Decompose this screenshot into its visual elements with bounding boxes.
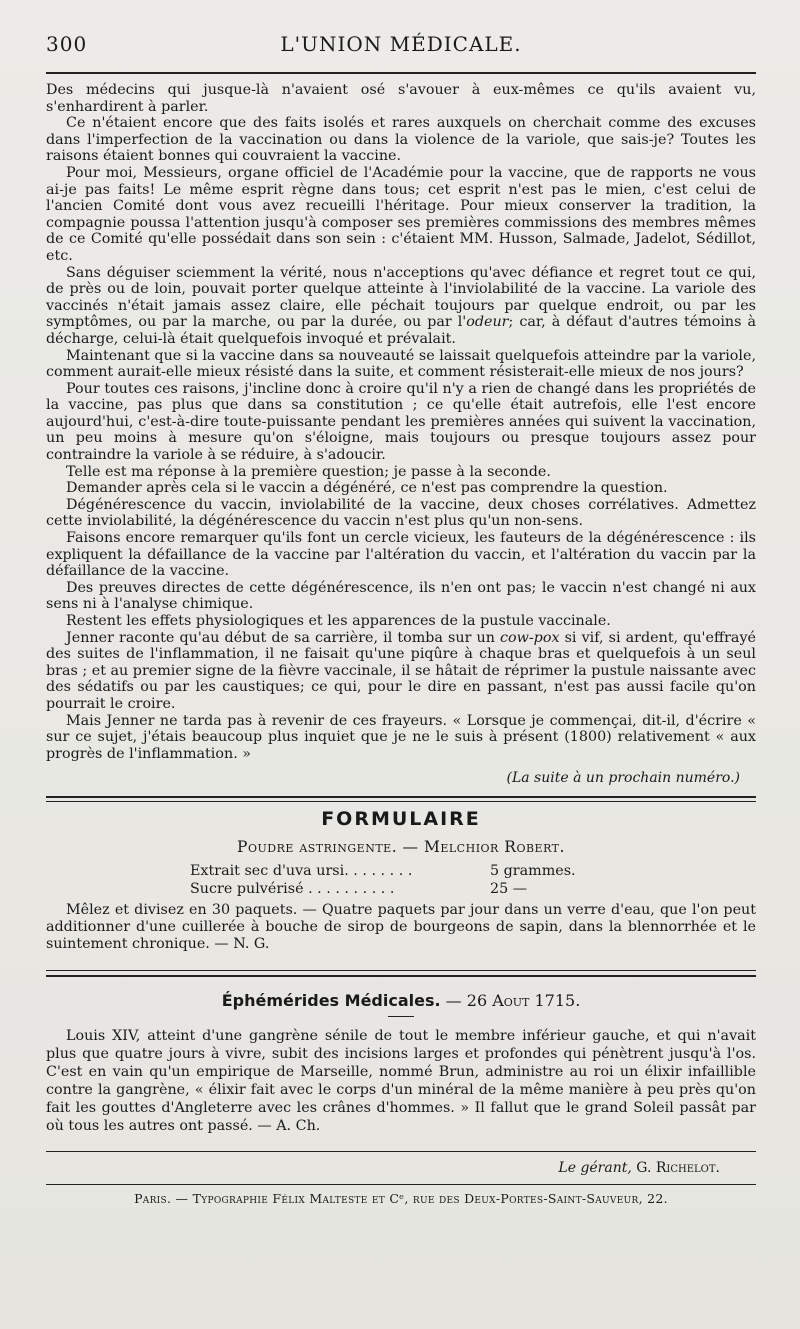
paragraph: Ce n'étaient encore que des faits isolés et rares auxquels on cherchait comme des excuses dans l'imperfection de la vaccination ou dans la violence de la variole, que sais-je? Toutes les raisons étaient bonnes qui couvraient la vaccine.: [46, 115, 756, 165]
journal-title: L'UNION MÉDICALE.: [280, 32, 522, 56]
paragraph: Des preuves directes de cette dégénérescence, ils n'en ont pas; le vaccin n'est changé ni aux sens ni à l'analyse chimique.: [46, 579, 756, 613]
ingredient-quantity: 25 —: [490, 881, 528, 898]
section-rule: [46, 796, 756, 802]
paragraph: Mais Jenner ne tarda pas à revenir de ces frayeurs. « Lorsque je commençai, dit-il, d'écrire « sur ce sujet, j'étais beaucoup plus inquiet que je ne le suis à présent (1800) relativement « aux progrès de l'inflammation. »: [46, 712, 756, 762]
running-head: [46, 0, 756, 58]
paragraph-text: si vif, si ardent, qu'effrayé des suites de l'inflammation, il ne faisait qu'une piqûre à chaque bras et quelquefois à un seul bras ; et au premier signe de la fièvre vaccinale, il se hâtait de réprimer la pustule naissante avec des sédatifs ou par les caustiques; ce qui, pour le dire en passant, n'est pas aussi facile qu'on pourrait le croire.: [46, 629, 756, 712]
ingredient-row: [190, 880, 756, 898]
paragraph: Louis XIV, atteint d'une gangrène sénile de tout le membre inférieur gauche, et qui n'avait plus que quatre jours à vivre, subit des incisions larges et profondes qui pénètrent jusqu'à l'os. C'est en vain qu'un empirique de Marseille, nommé Brun, administre au roi un élixir infaillible contre la gangrène, « élixir fait avec le corps d'un minéral de la même manière à peu près qu'on fait les gouttes d'Angleterre avec les crânes d'hommes. » Il fallut que le grand Soleil passât par où tous les autres ont passé. — A. Ch.: [46, 1028, 756, 1135]
ingredient-list: [190, 862, 756, 898]
paragraph: Pour moi, Messieurs, organe officiel de l'Académie pour la vaccine, que de rapports ne vous ai-je pas faits! Le même esprit règne dans tous; cet esprit n'est pas le mien, c'est celui de l'ancien Comité dont vous avez recueilli l'héritage. Pour mieux conserver la tradition, la compagnie poussa l'attention jusqu'à composer ses premières commissions des membres mêmes de ce Comité qu'elle possédait dans son sein : c'étaient MM. Husson, Salmade, Jadelot, Sédillot, etc.: [46, 164, 756, 264]
paragraph-text: Sans déguiser sciemment la vérité, nous n'acceptions qu'avec défiance et regret tout ce qui, de près ou de loin, pouvait porter quelque atteinte à l'inviolabilité de la vaccine. La variole des vaccinés n'était jamais assez claire, elle péchait toujours par quelque endroit, ou par les symptômes, ou par la marche, ou par la durée, ou par l': [46, 264, 756, 331]
paragraph: Des médecins qui jusque-là n'avaient osé s'avouer à eux-mêmes ce qu'ils avaient vu, s'enhardirent à parler.: [46, 82, 756, 115]
printer-imprint: Paris. — Typographie Félix Malteste et Cᵉ, rue des Deux-Portes-Saint-Sauveur, 22.: [134, 1191, 668, 1207]
paragraph: Demander après cela si le vaccin a dégénéré, ce n'est pas comprendre la question.: [66, 480, 668, 497]
paragraph: Dégénérescence du vaccin, inviolabilité de la vaccine, deux choses corrélatives. Admettez cette inviolabilité, la dégénérescence du vaccin n'est plus qu'un non-sens.: [46, 496, 756, 530]
short-rule: [388, 1016, 414, 1017]
paragraph: Mêlez et divisez en 30 paquets. — Quatre paquets par jour dans un verre d'eau, que l'on peut additionner d'une cuillerée à bouche de sirop de bourgeons de sapin, dans la blennorrhée et le suintement chronique. — N. G.: [46, 902, 756, 952]
footer-rule: [46, 1151, 756, 1152]
ephemerides-body: [46, 1027, 756, 1135]
section-rule: [46, 970, 756, 971]
ephemerides-title: Éphémérides Médicales.: [221, 991, 441, 1011]
ingredient-name: Extrait sec d'uva ursi. . . . . . . .: [190, 863, 413, 880]
gerant-name: G. Richelot.: [636, 1160, 720, 1177]
gerant-line: [46, 1160, 720, 1176]
footer-rule: [46, 1184, 756, 1185]
italic-word: odeur: [466, 314, 509, 331]
paragraph: [46, 265, 756, 348]
paragraph: Maintenant que si la vaccine dans sa nouveauté se laissait quelquefois atteindre par la variole, comment aurait-elle mieux résisté dans la suite, et comment résisterait-elle mieux de nos jours?: [46, 347, 756, 381]
section-rule: [46, 975, 756, 977]
article-body: [46, 82, 756, 762]
header-rule: [46, 72, 756, 74]
ingredient-name: Sucre pulvérisé . . . . . . . . . .: [190, 881, 395, 898]
formula-instructions: [46, 902, 756, 952]
ingredient-quantity: 5 grammes.: [490, 863, 576, 880]
gerant-label: Le gérant,: [558, 1160, 632, 1177]
ephemerides-date: — 26 Aout 1715.: [445, 991, 581, 1011]
ingredient-row: [190, 862, 756, 880]
paragraph: Pour toutes ces raisons, j'incline donc à croire qu'il n'y a rien de changé dans les propriétés de la vaccine, pas plus que dans sa constitution ; ce qu'elle était autrefois, elle l'est encore aujourd'hui, c'est-à-dire toute-puissante pendant les premières années qui suivent la vaccination, un peu moins à mesure qu'on s'éloigne, mais toujours ou presque toujours assez pour contraindre la variole à se réduire, à s'adoucir.: [46, 380, 756, 464]
italic-word: cow-pox: [500, 629, 560, 646]
paragraph: Faisons encore remarquer qu'ils font un cercle vicieux, les fauteurs de la dégénérescence : ils expliquent la défaillance de la vaccine par l'altération du vaccin, et l'altération du vaccin par la défaillance de la vaccine.: [46, 530, 756, 580]
ephemerides-heading: [46, 991, 756, 1010]
section-title: FORMULAIRE: [321, 808, 481, 831]
continued-note: (La suite à un prochain numéro.): [506, 770, 740, 787]
paragraph: Restent les effets physiologiques et les apparences de la pustule vaccinale.: [66, 613, 611, 629]
paragraph: Telle est ma réponse à la première question; je passe à la seconde.: [66, 463, 551, 480]
paragraph-text: ; car, à défaut d'autres témoins à décharge, celui-là était quelquefois invoqué et prévalait.: [46, 314, 756, 347]
page-number: 300: [46, 32, 88, 56]
paragraph-text: Jenner raconte qu'au début de sa carrière, il tomba sur un: [66, 629, 500, 646]
paragraph: [46, 630, 756, 713]
formula-heading: Poudre astringente. — Melchior Robert.: [237, 838, 565, 857]
